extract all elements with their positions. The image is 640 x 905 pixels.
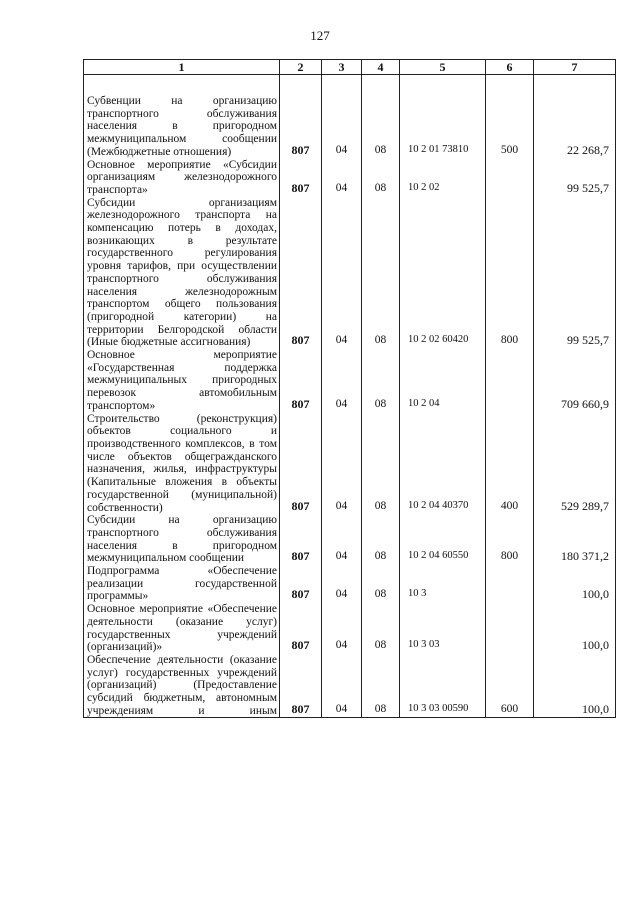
- row-description: Субсидии организациям железнодорожного транспорта на компенсацию потерь в доходах, возникающих в результате государственного регулирования уровня тарифов, при осуществлении транспортного обслуживания населения железнодорожным транспортом общего пользования (пригородной категории) на территории Белгородской области (Иные бюджетные ассигнования): [84, 197, 280, 349]
- column-header: 1: [84, 60, 280, 75]
- cell-ministry-code: 807: [280, 603, 322, 654]
- column-header: 4: [362, 60, 400, 75]
- cell-section: 04: [322, 159, 362, 197]
- column-header: 5: [400, 60, 486, 75]
- cell-amount: 180 371,2: [534, 514, 616, 565]
- cell-section: 04: [322, 197, 362, 349]
- cell-subsection: 08: [362, 514, 400, 565]
- row-description: Строительство (реконструкция) объектов социального и производственного комплексов, в том числе объектов общегражданского назначения, жилья, инфраструктуры (Капитальные вложения в объекты государственной (муниципальной) собственности): [84, 413, 280, 515]
- cell-target-article: 10 2 04 60550: [400, 514, 486, 565]
- spacer-row: [84, 75, 616, 96]
- cell-expense-type: [486, 159, 534, 197]
- cell-target-article: 10 2 02 60420: [400, 197, 486, 349]
- budget-table: [83, 59, 616, 718]
- cell-subsection: 08: [362, 95, 400, 159]
- table-row: [84, 349, 616, 413]
- cell-subsection: 08: [362, 565, 400, 603]
- cell-amount: 22 268,7: [534, 95, 616, 159]
- cell-subsection: 08: [362, 413, 400, 515]
- row-description: Субсидии на организацию транспортного обслуживания населения в пригородном межмуниципальном сообщении: [84, 514, 280, 565]
- column-header: 6: [486, 60, 534, 75]
- column-header: 2: [280, 60, 322, 75]
- table-row: [84, 514, 616, 565]
- cell-subsection: 08: [362, 159, 400, 197]
- cell-section: 04: [322, 654, 362, 718]
- table-row: [84, 413, 616, 515]
- row-description: Основное мероприятие «Государственная поддержка межмуниципальных пригородных перевозок автомобильным транспортом»: [84, 349, 280, 413]
- cell-expense-type: [486, 603, 534, 654]
- cell-target-article: 10 3 03: [400, 603, 486, 654]
- cell-subsection: 08: [362, 349, 400, 413]
- cell-expense-type: [486, 565, 534, 603]
- cell-section: 04: [322, 514, 362, 565]
- cell-target-article: 10 2 04 40370: [400, 413, 486, 515]
- cell-ministry-code: 807: [280, 514, 322, 565]
- cell-amount: 99 525,7: [534, 197, 616, 349]
- cell-amount: 100,0: [534, 603, 616, 654]
- table-row: [84, 603, 616, 654]
- row-description: Подпрограмма «Обеспечение реализации государственной программы»: [84, 565, 280, 603]
- cell-target-article: 10 2 01 73810: [400, 95, 486, 159]
- table-row: [84, 197, 616, 349]
- table-row: [84, 159, 616, 197]
- cell-ministry-code: 807: [280, 349, 322, 413]
- cell-expense-type: 600: [486, 654, 534, 718]
- column-header: 7: [534, 60, 616, 75]
- cell-expense-type: [486, 349, 534, 413]
- cell-amount: 100,0: [534, 565, 616, 603]
- cell-expense-type: 800: [486, 197, 534, 349]
- row-description: Субвенции на организацию транспортного обслуживания населения в пригородном межмуниципальном сообщении (Межбюджетные отношения): [84, 95, 280, 159]
- cell-expense-type: 400: [486, 413, 534, 515]
- cell-target-article: 10 2 02: [400, 159, 486, 197]
- cell-section: 04: [322, 95, 362, 159]
- row-description: Обеспечение деятельности (оказание услуг) государственных учреждений (организаций) (Предоставление субсидий бюджетным, автономным учреждениям и иным: [84, 654, 280, 718]
- table-header-row: [84, 60, 616, 75]
- cell-section: 04: [322, 603, 362, 654]
- column-header: 3: [322, 60, 362, 75]
- cell-ministry-code: 807: [280, 565, 322, 603]
- table-row: [84, 654, 616, 718]
- cell-amount: 100,0: [534, 654, 616, 718]
- cell-amount: 99 525,7: [534, 159, 616, 197]
- cell-amount: 529 289,7: [534, 413, 616, 515]
- cell-section: 04: [322, 413, 362, 515]
- cell-expense-type: 800: [486, 514, 534, 565]
- cell-section: 04: [322, 349, 362, 413]
- table-row: [84, 95, 616, 159]
- cell-target-article: 10 2 04: [400, 349, 486, 413]
- cell-section: 04: [322, 565, 362, 603]
- cell-expense-type: 500: [486, 95, 534, 159]
- cell-target-article: 10 3 03 00590: [400, 654, 486, 718]
- cell-subsection: 08: [362, 197, 400, 349]
- cell-subsection: 08: [362, 654, 400, 718]
- row-description: Основное мероприятие «Обеспечение деятельности (оказание услуг) государственных учреждений (организаций)»: [84, 603, 280, 654]
- cell-ministry-code: 807: [280, 159, 322, 197]
- page-number: 127: [310, 28, 330, 43]
- table-row: [84, 565, 616, 603]
- cell-ministry-code: 807: [280, 413, 322, 515]
- cell-ministry-code: 807: [280, 95, 322, 159]
- cell-ministry-code: 807: [280, 654, 322, 718]
- cell-amount: 709 660,9: [534, 349, 616, 413]
- cell-ministry-code: 807: [280, 197, 322, 349]
- row-description: Основное мероприятие «Субсидии организациям железнодорожного транспорта»: [84, 159, 280, 197]
- cell-target-article: 10 3: [400, 565, 486, 603]
- cell-subsection: 08: [362, 603, 400, 654]
